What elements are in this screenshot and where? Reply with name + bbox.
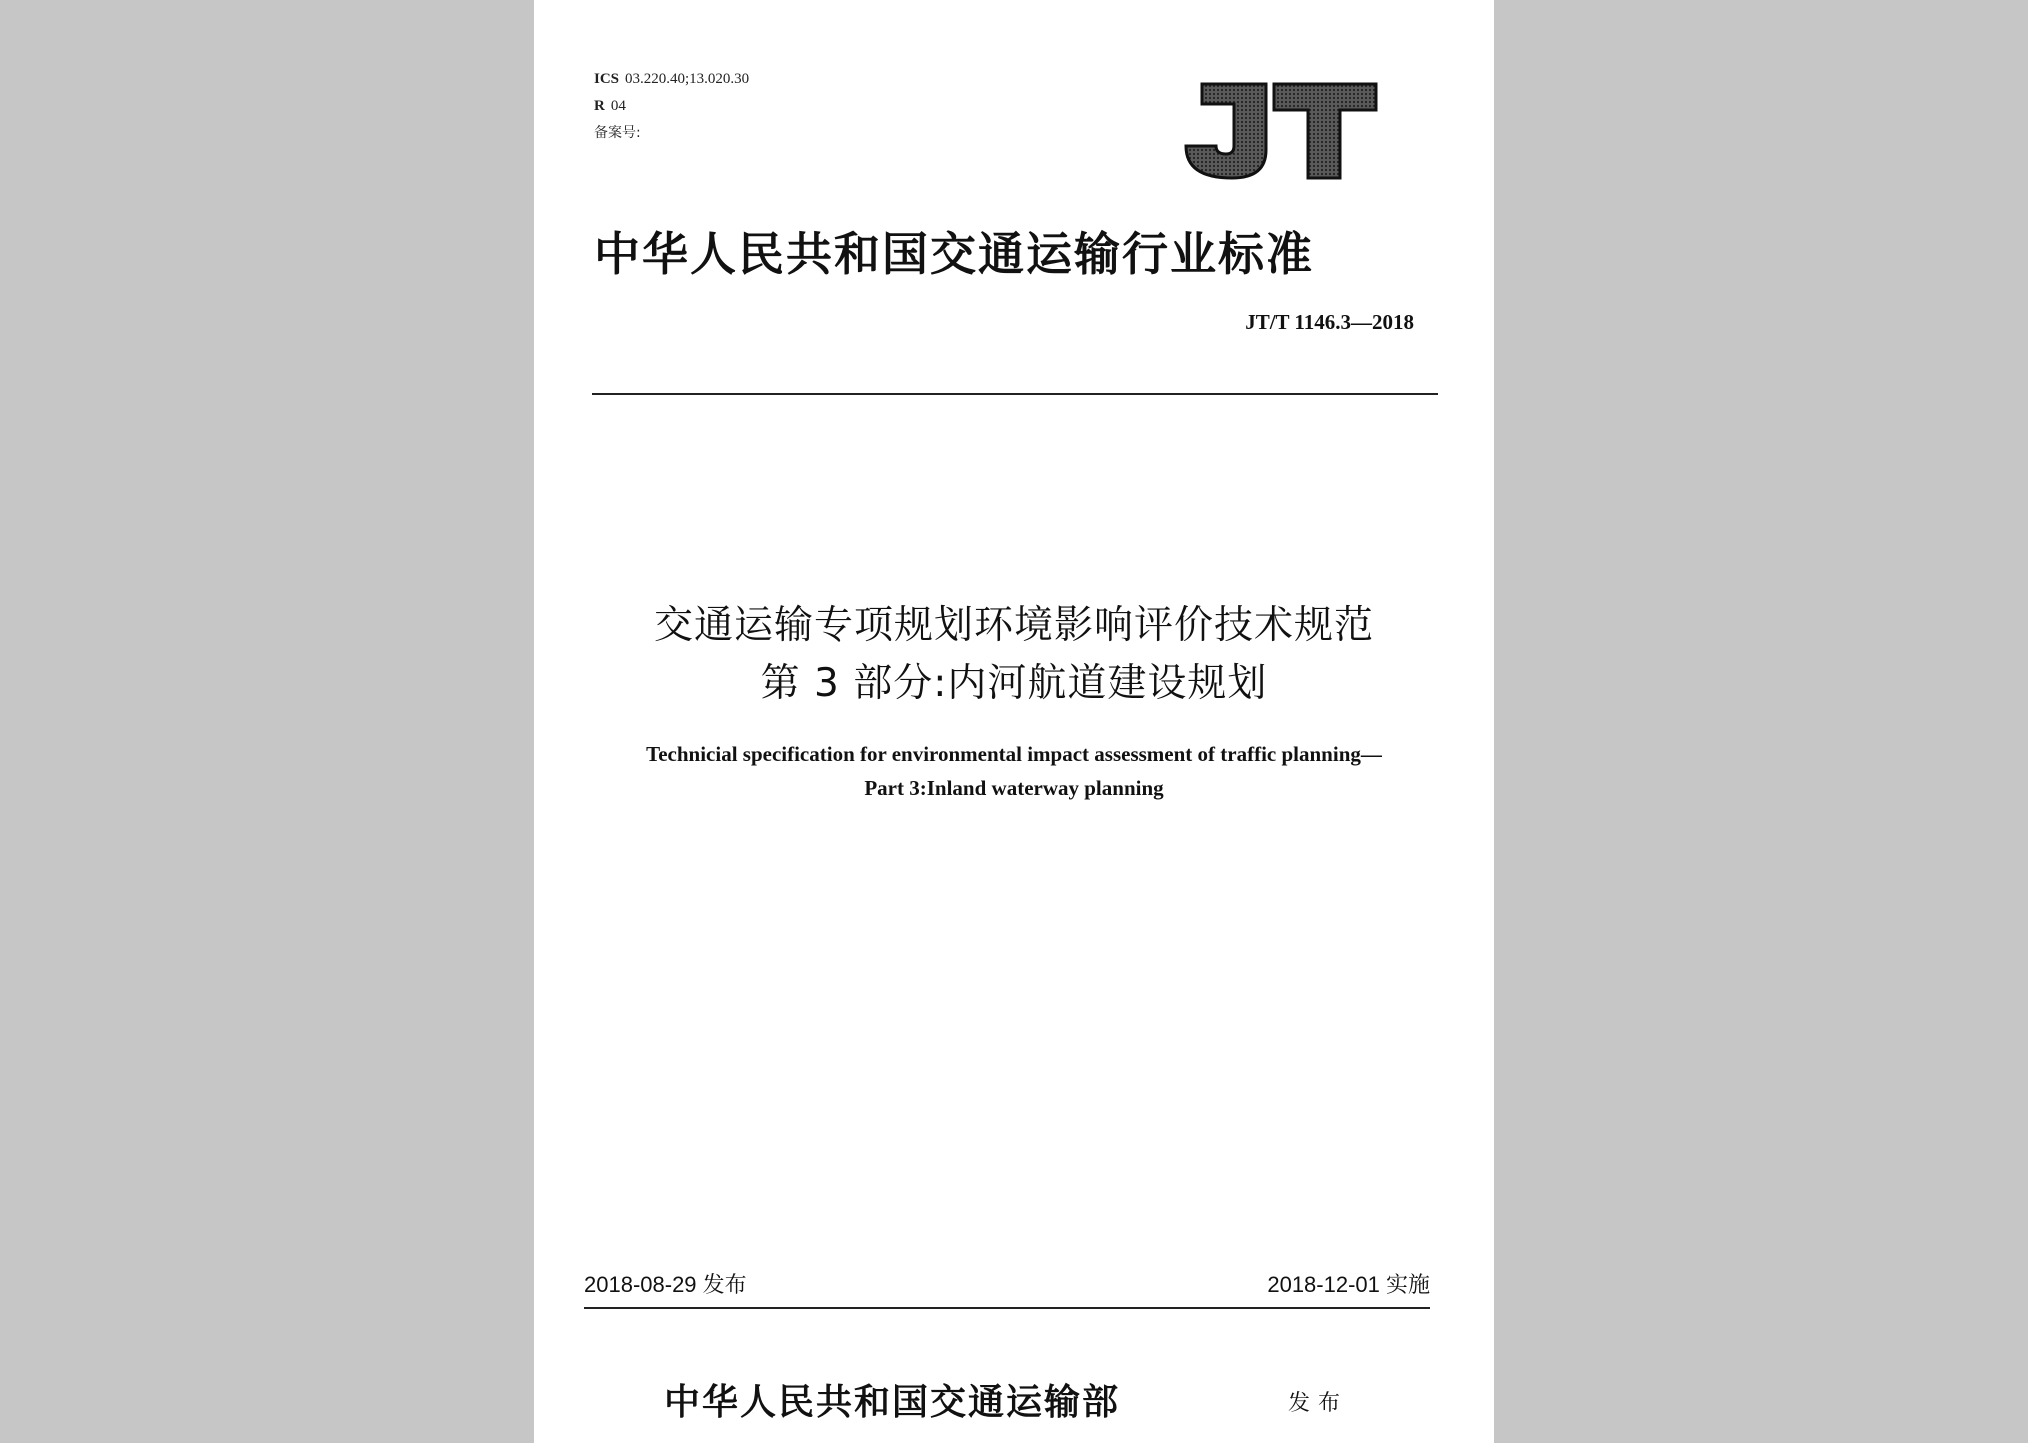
issue-date: 2018-08-29 发布 (584, 1272, 747, 1297)
implementation-date: 2018-12-01 实施 (1267, 1272, 1430, 1297)
standard-code: JT/T 1146.3—2018 (1245, 310, 1414, 334)
ics-value: 03.220.40;13.020.30 (625, 71, 750, 87)
header-divider (592, 393, 1438, 395)
title-cn-line1: 交通运输专项规划环境影响评价技术规范 (653, 603, 1374, 648)
title-en-line2: Part 3:Inland waterway planning (864, 776, 1164, 800)
ics-label: ICS (594, 71, 620, 87)
class-value: 04 (610, 98, 626, 114)
document-meta (594, 66, 749, 147)
record-line (594, 120, 749, 147)
class-label: R (594, 98, 605, 114)
document-page (534, 0, 1494, 1443)
publisher-name: 中华人民共和国交通运输部 (664, 1381, 1121, 1423)
class-line (594, 93, 749, 120)
jt-logo (1180, 80, 1380, 182)
record-label: 备案号: (594, 125, 641, 141)
title-cn-line2: 第 3 部分:内河航道建设规划 (760, 661, 1268, 706)
title-en-line1: Technicial specification for environmental impact assessment of traffic planning— (646, 742, 1382, 766)
publish-label: 发布 (1288, 1391, 1349, 1416)
footer-divider (584, 1307, 1430, 1309)
standard-title: 中华人民共和国交通运输行业标准 (594, 227, 1314, 281)
ics-line (594, 66, 749, 93)
